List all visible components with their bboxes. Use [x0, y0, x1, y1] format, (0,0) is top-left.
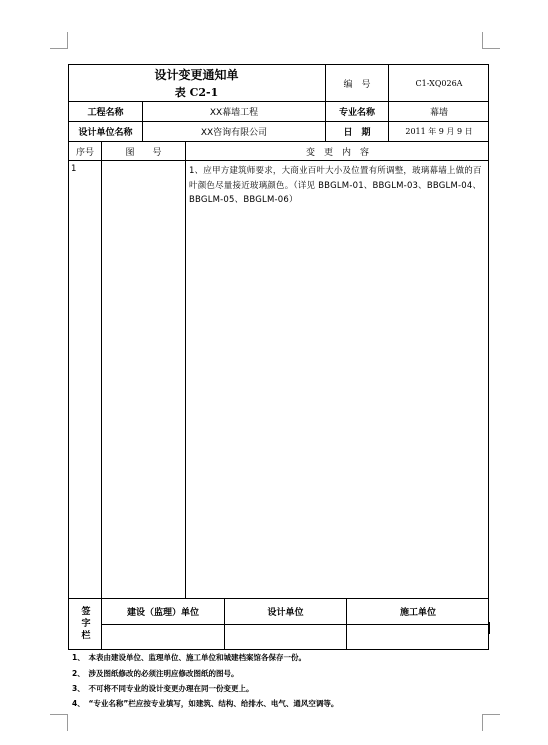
date-label: 日 期 [343, 128, 371, 138]
crop-mark [67, 714, 68, 731]
note-item: 1、 本表由建设单位、监理单位、施工单位和城建档案馆各保存一份。 [72, 653, 306, 662]
crop-mark [482, 714, 500, 715]
date-value: 2011 年 9 月 9 日 [405, 127, 473, 136]
drawing-number-header: 图 号 [125, 147, 162, 158]
crop-mark [50, 714, 68, 715]
discipline-value: 幕墙 [429, 108, 448, 118]
change-content-header: 变 更 内 容 [305, 147, 369, 158]
rule [185, 141, 186, 598]
crop-mark [67, 32, 68, 49]
note-item: 4、 “专业名称”栏应按专业填写，如建筑、结构、给排水、电气、通风空调等。 [72, 699, 339, 708]
number-label: 编 号 [343, 79, 371, 90]
crop-mark [50, 48, 68, 49]
discipline-label: 专业名称 [338, 108, 375, 118]
number-value: C1-XQ026A [415, 78, 463, 88]
crop-mark [482, 714, 483, 731]
rule [101, 624, 489, 625]
design-unit-signature-label: 设计单位 [267, 608, 304, 618]
note-item: 2、 涉及图纸修改的必须注明应修改图纸的图号。 [72, 669, 239, 678]
project-name-label: 工程名称 [87, 108, 124, 118]
form-title: 设计变更通知单 [154, 67, 239, 82]
seq-header: 序号 [75, 147, 94, 158]
row-change-content: 1、应甲方建筑师要求，大商业百叶大小及位置有所调整，玻璃幕墙上做的百叶颜色尽量接近玻璃颜色。（详见 BBGLM-01、BBGLM-03、BBGLM-04、BBGLM-05、BBGLM-06） [189, 166, 482, 205]
signature-label-text: 签字栏 [79, 606, 90, 642]
form-code: 表 C2-1 [174, 86, 219, 99]
row-seq: 1 [71, 164, 77, 174]
project-name-value: XX幕墙工程 [209, 108, 259, 118]
crop-mark [482, 32, 483, 49]
note-item: 3、 不可将不同专业的设计变更办理在同一份变更上。 [72, 684, 254, 693]
construction-unit-label: 建设（监理）单位 [126, 608, 199, 618]
contractor-label: 施工单位 [399, 608, 436, 618]
design-unit-label: 设计单位名称 [78, 128, 133, 138]
rule [101, 141, 102, 650]
design-unit-value: XX咨询有限公司 [200, 128, 268, 138]
signature-label [69, 600, 101, 648]
crop-mark [482, 48, 500, 49]
